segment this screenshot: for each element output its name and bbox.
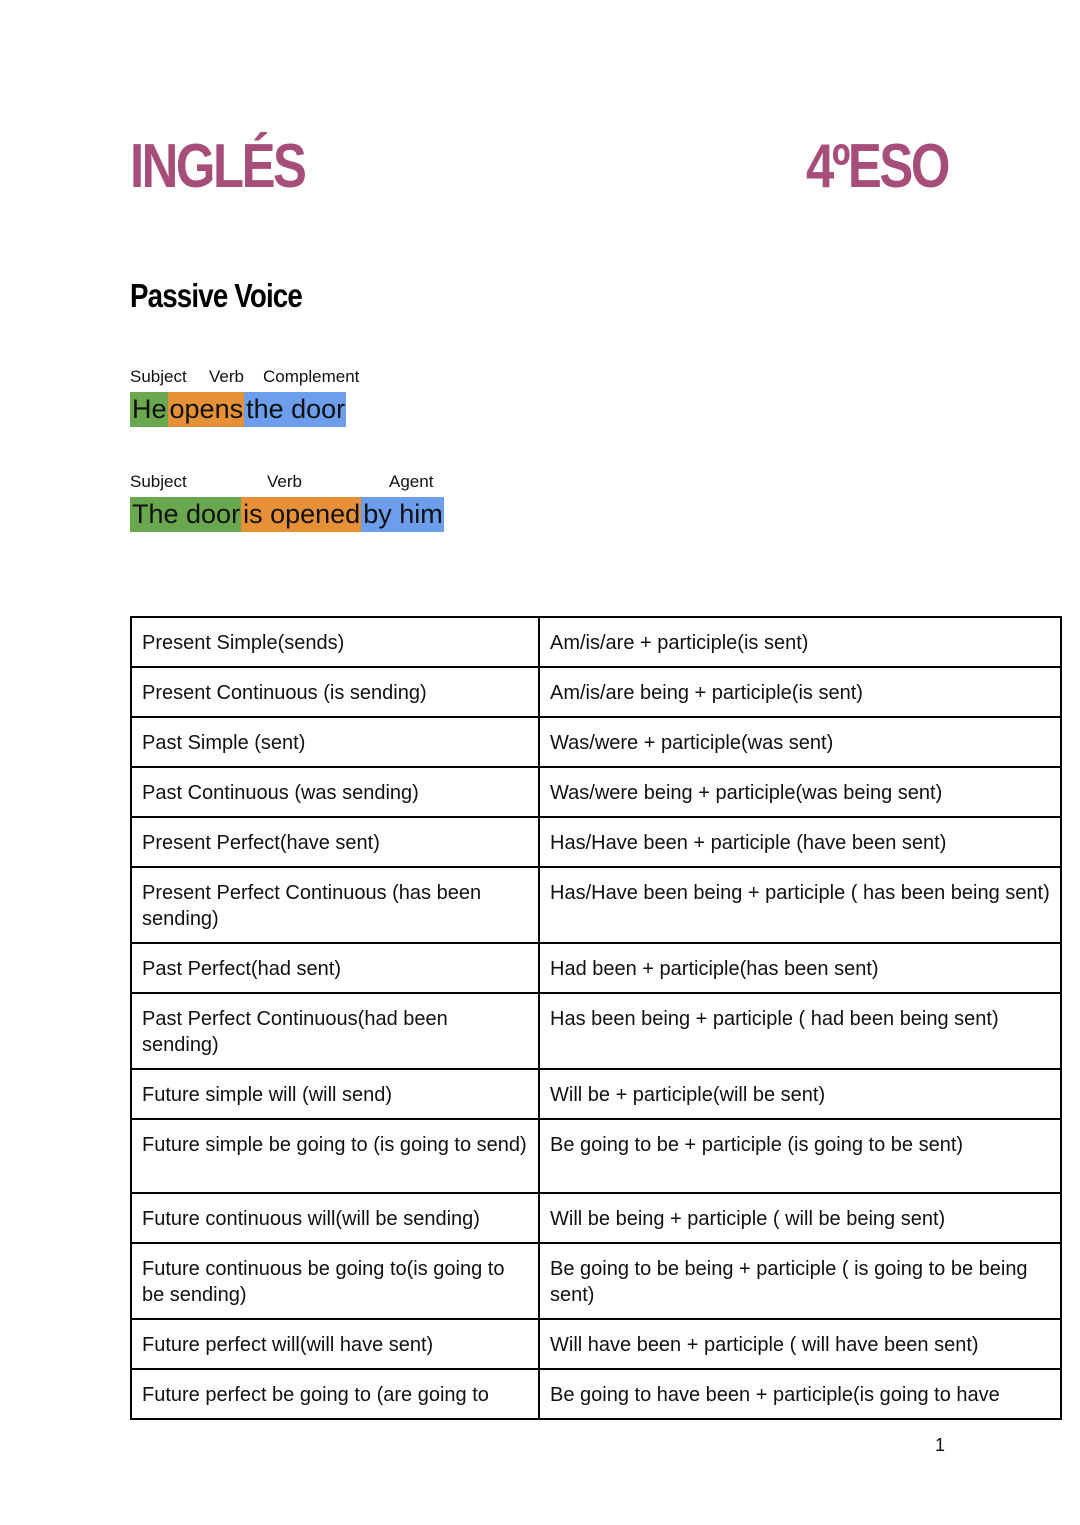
passive-tense-cell: Am/is/are being + participle(is sent)	[539, 667, 1061, 717]
tense-conversion-table	[130, 616, 1062, 1420]
table-row	[131, 1069, 1061, 1119]
passive-tense-cell: Will be being + participle ( will be being sent)	[539, 1193, 1061, 1243]
passive-tense-cell: Will be + participle(will be sent)	[539, 1069, 1061, 1119]
table-row	[131, 617, 1061, 667]
table-row	[131, 1319, 1061, 1369]
active-tense-cell: Future perfect will(will have sent)	[131, 1319, 539, 1369]
active-complement: the door	[244, 392, 346, 427]
passive-tense-cell: Be going to be being + participle ( is going to be being sent)	[539, 1243, 1061, 1319]
passive-tense-cell: Has/Have been being + participle ( has been being sent)	[539, 867, 1061, 943]
passive-labels	[130, 472, 470, 494]
active-tense-cell: Present Perfect(have sent)	[131, 817, 539, 867]
active-tense-cell: Present Perfect Continuous (has been sending)	[131, 867, 539, 943]
passive-label-subject: Subject	[130, 472, 187, 491]
page-number: 1	[935, 1435, 946, 1455]
passive-tense-cell: Be going to be + participle (is going to be sent)	[539, 1119, 1061, 1193]
grade-title: 4ºESO	[806, 132, 948, 201]
active-label-verb: Verb	[209, 367, 244, 386]
subject-title: INGLÉS	[130, 132, 305, 201]
active-label-complement: Complement	[263, 367, 360, 386]
passive-tense-cell: Has/Have been + participle (have been sent)	[539, 817, 1061, 867]
table-row	[131, 867, 1061, 943]
passive-tense-cell: Will have been + participle ( will have been sent)	[539, 1319, 1061, 1369]
passive-label-verb: Verb	[267, 472, 302, 491]
active-sentence	[130, 392, 346, 427]
active-tense-cell: Present Simple(sends)	[131, 617, 539, 667]
table-row	[131, 767, 1061, 817]
active-label-subject: Subject	[130, 367, 187, 386]
active-tense-cell: Future simple will (will send)	[131, 1069, 539, 1119]
passive-tense-cell: Had been + participle(has been sent)	[539, 943, 1061, 993]
passive-tense-cell: Be going to have been + participle(is going to have	[539, 1369, 1061, 1419]
section-heading: Passive Voice	[130, 277, 302, 314]
passive-subject: The door	[130, 497, 241, 532]
table-row	[131, 1119, 1061, 1193]
table-row	[131, 817, 1061, 867]
active-tense-cell: Present Continuous (is sending)	[131, 667, 539, 717]
passive-verb: is opened	[241, 497, 361, 532]
passive-label-agent: Agent	[389, 472, 434, 491]
passive-agent: by him	[361, 497, 444, 532]
active-tense-cell: Past Perfect Continuous(had been sending)	[131, 993, 539, 1069]
passive-sentence	[130, 497, 444, 532]
active-verb: opens	[168, 392, 245, 427]
active-labels	[130, 367, 430, 389]
active-tense-cell: Past Perfect(had sent)	[131, 943, 539, 993]
table-row	[131, 943, 1061, 993]
active-tense-cell: Future perfect be going to (are going to	[131, 1369, 539, 1419]
active-tense-cell: Past Continuous (was sending)	[131, 767, 539, 817]
passive-tense-cell: Has been being + participle ( had been being sent)	[539, 993, 1061, 1069]
active-subject: He	[130, 392, 168, 427]
active-tense-cell: Future continuous will(will be sending)	[131, 1193, 539, 1243]
active-tense-cell: Past Simple (sent)	[131, 717, 539, 767]
passive-tense-cell: Am/is/are + participle(is sent)	[539, 617, 1061, 667]
table-row	[131, 1369, 1061, 1419]
passive-tense-cell: Was/were being + participle(was being sent)	[539, 767, 1061, 817]
table-row	[131, 667, 1061, 717]
table-row	[131, 1243, 1061, 1319]
active-tense-cell: Future simple be going to (is going to send)	[131, 1119, 539, 1193]
table-row	[131, 993, 1061, 1069]
active-tense-cell: Future continuous be going to(is going to be sending)	[131, 1243, 539, 1319]
passive-tense-cell: Was/were + participle(was sent)	[539, 717, 1061, 767]
table-row	[131, 717, 1061, 767]
table-row	[131, 1193, 1061, 1243]
